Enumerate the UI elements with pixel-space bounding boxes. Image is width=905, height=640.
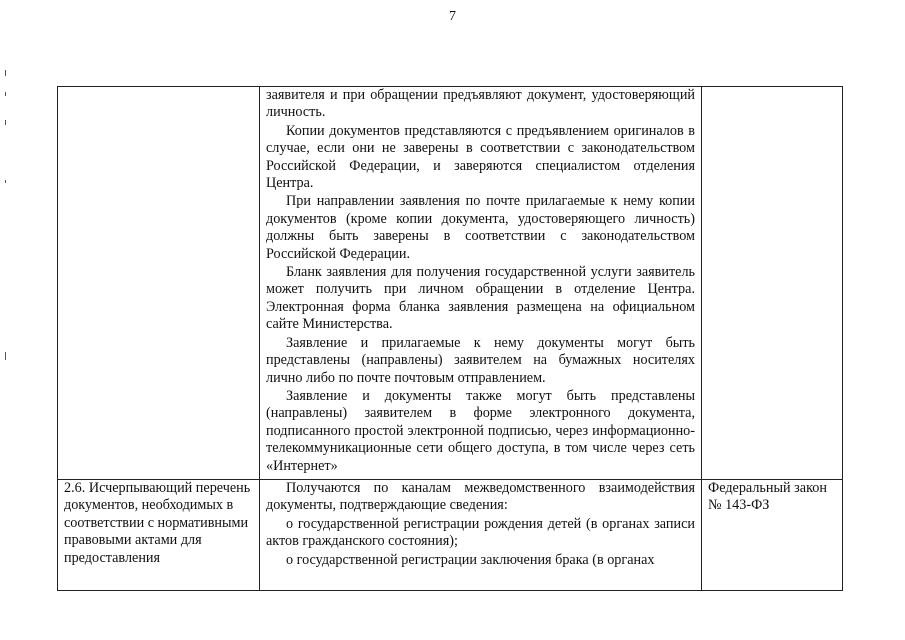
paragraph: о государственной регистрации рождения детей (в органах записи актов гражданского состояния); — [266, 515, 695, 550]
table-row — [58, 480, 843, 591]
row2-content-cell — [260, 480, 702, 591]
paragraph: о государственной регистрации заключения брака (в органах — [286, 551, 655, 568]
services-table — [57, 86, 843, 591]
table-row — [58, 87, 843, 480]
row1-legal-basis-cell — [702, 87, 843, 480]
paragraph: Заявление и документы также могут быть представлены (направлены) заявителем в форме электронного документа, подписанного простой электронной подписью, через информационно-телекоммуникационные сети общего доступа, в том числе через сеть «Интернет» — [266, 387, 695, 474]
paragraph: Копии документов представляются с предъявлением оригиналов в случае, если они не заверены в соответствии с законодательством Российской Федерации, и заверяются специалистом отделения Центра. — [266, 122, 695, 192]
row1-section-cell — [58, 87, 260, 480]
paragraph: Бланк заявления для получения государственной услуги заявитель может получить при личном обращении в отделение Центра. Электронная форма бланка заявления размещена на официальном сайте Министерства. — [266, 264, 695, 333]
paragraph: Заявление и прилагаемые к нему документы могут быть представлены (направлены) заявителем на бумажных носителях лично либо по почте почтовым отправлением. — [266, 334, 695, 386]
row2-section-cell: 2.6. Исчерпывающий перечень документов, необходимых в соответствии с нормативными правовыми актами для предоставления — [58, 480, 260, 591]
row2-legal-basis-cell: Федеральный закон № 143-ФЗ — [702, 480, 843, 591]
row1-content-cell — [260, 87, 702, 480]
paragraph: заявителя и при обращении предъявляют документ, удостоверяющий личность. — [266, 87, 695, 121]
page-number: 7 — [449, 9, 456, 24]
paragraph: Получаются по каналам межведомственного взаимодействия документы, подтверждающие сведения: — [266, 480, 695, 514]
paragraph: При направлении заявления по почте прилагаемые к нему копии документов (кроме копии документа, удостоверяющего личность) должны быть заверены в соответствии с законодательством Российской Федерации. — [266, 193, 695, 262]
